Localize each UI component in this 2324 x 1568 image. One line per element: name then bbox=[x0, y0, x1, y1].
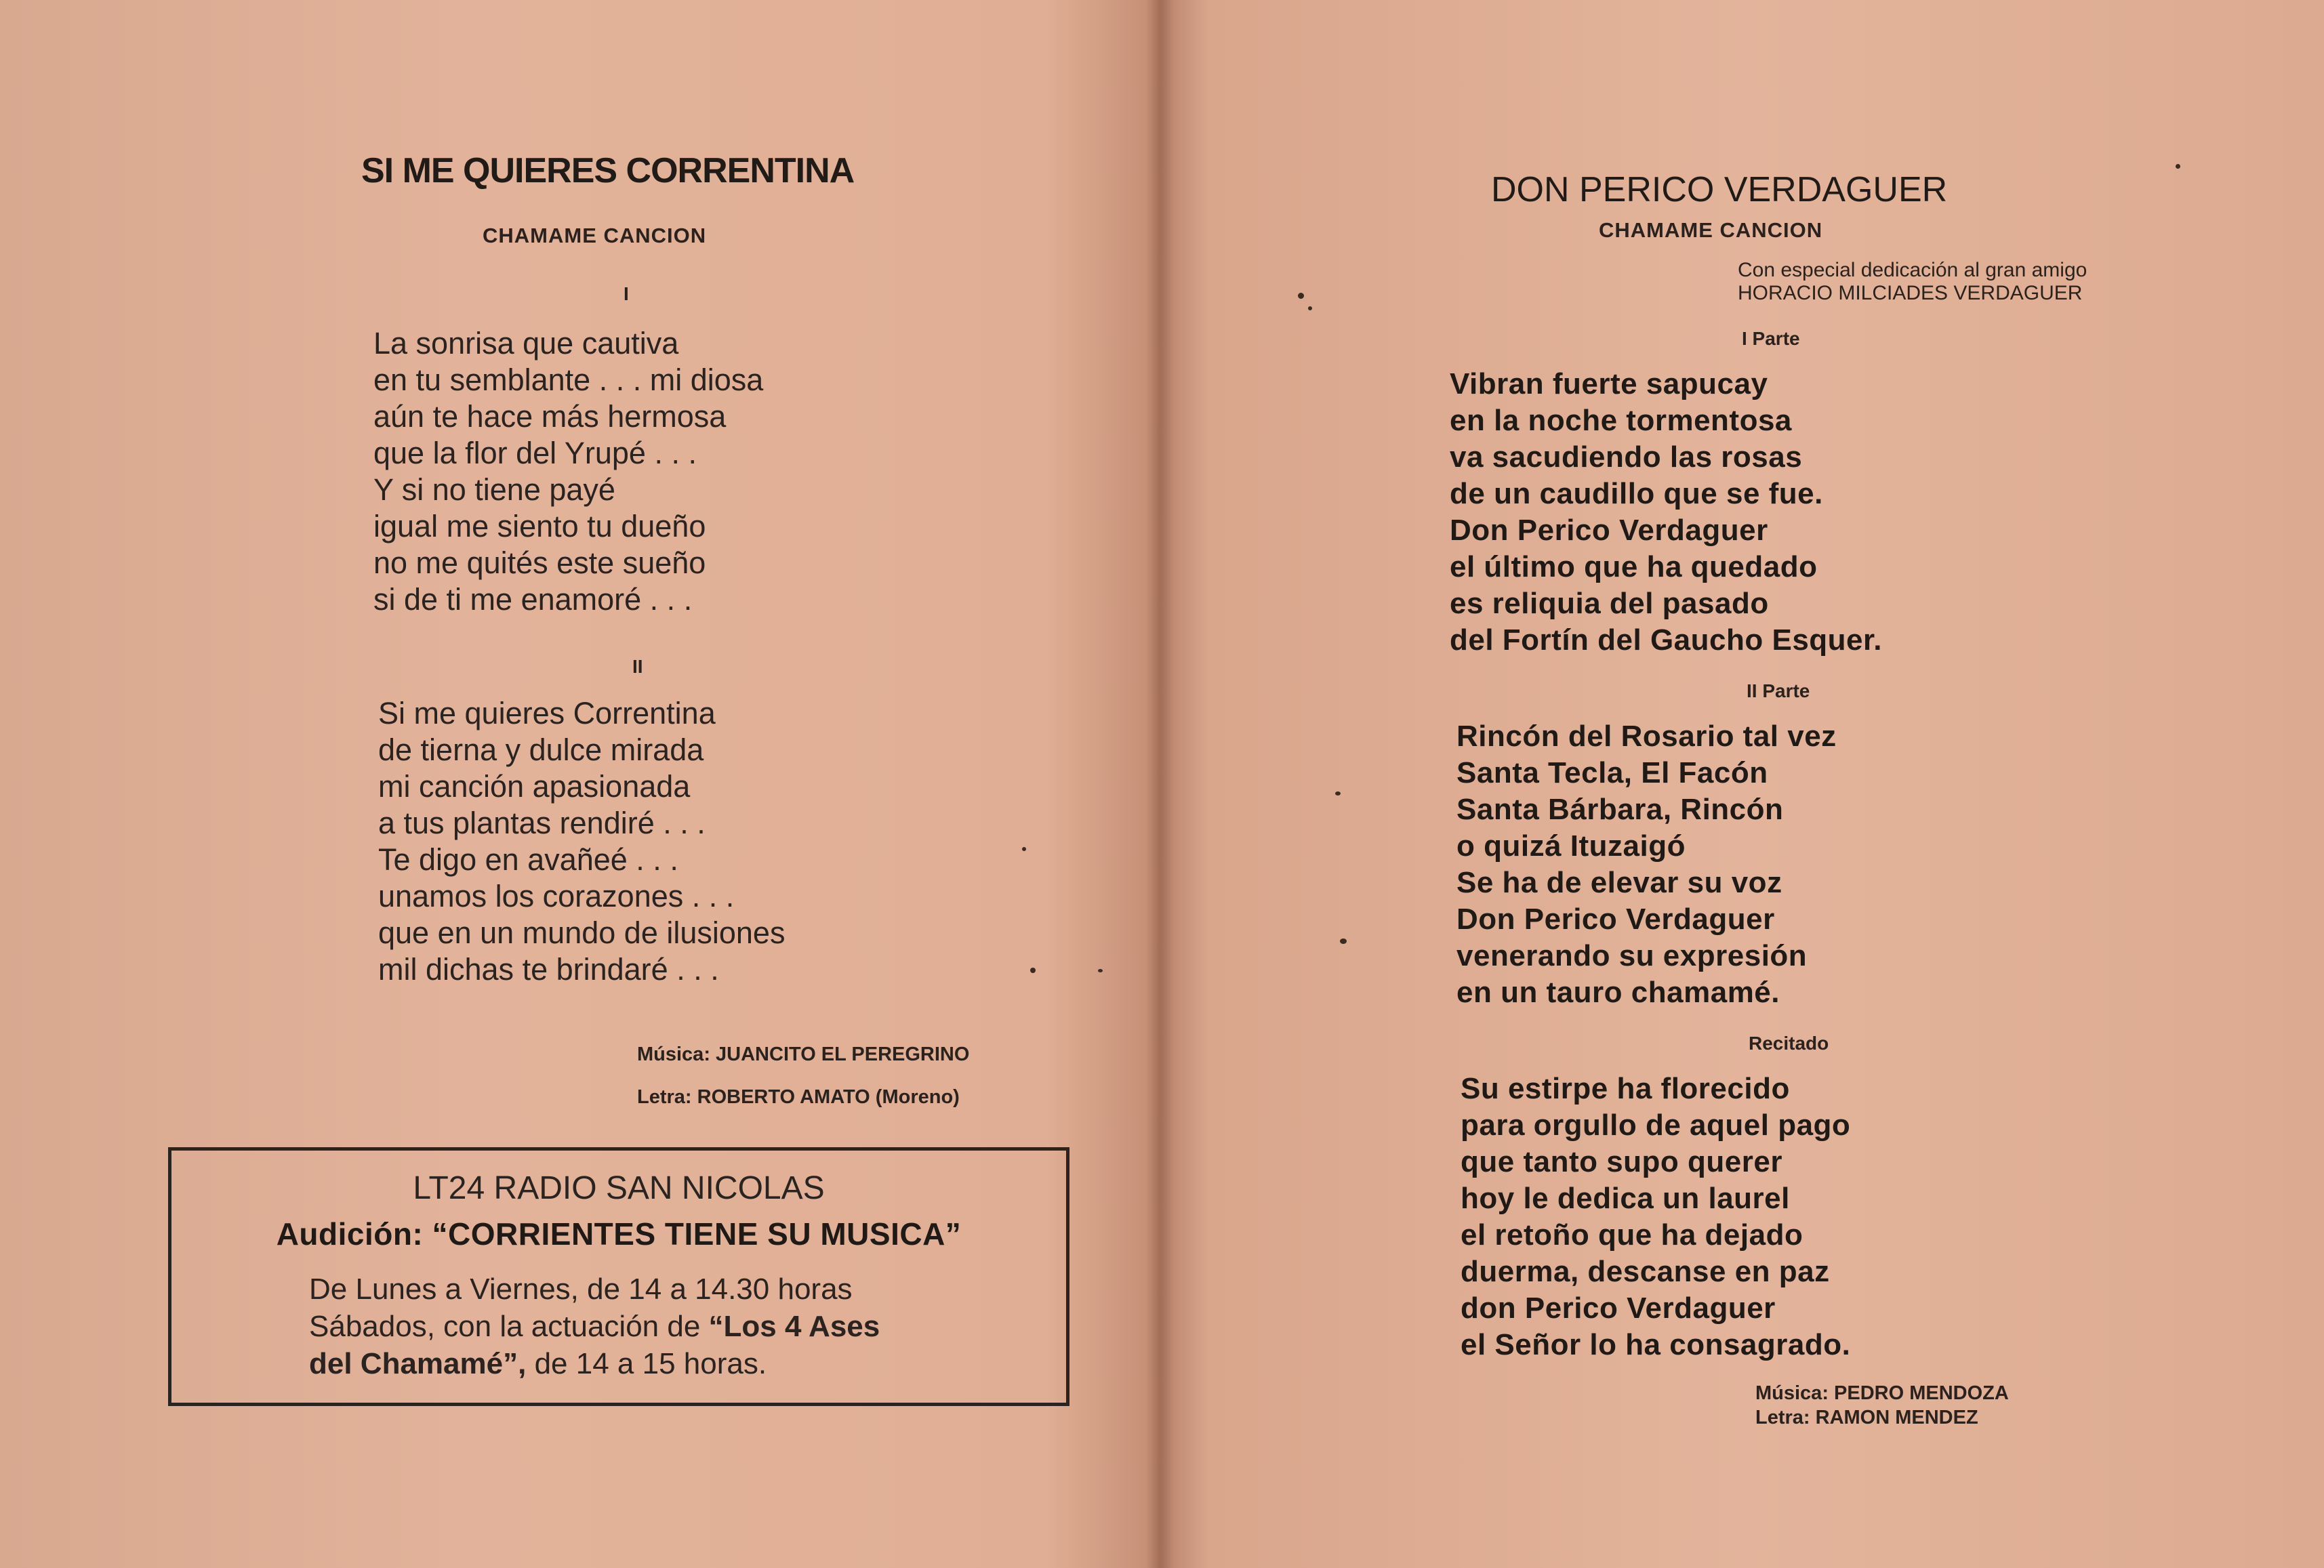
verse-line: Don Perico Verdaguer bbox=[1450, 514, 1768, 547]
verse-line: a tus plantas rendiré . . . bbox=[378, 806, 706, 840]
verse-number: I bbox=[624, 283, 629, 304]
credit-label: Música: bbox=[637, 1044, 710, 1065]
verse-line: venerando su expresión bbox=[1456, 939, 1808, 972]
verse-line: el Señor lo ha consagrado. bbox=[1461, 1328, 1851, 1361]
credit-value: PEDRO MENDOZA bbox=[1834, 1382, 2009, 1404]
verse-line: aún te hace más hermosa bbox=[373, 399, 727, 434]
credit-label: Música: bbox=[1755, 1382, 1829, 1404]
verse-block bbox=[1456, 718, 1837, 1011]
verse-line: de un caudillo que se fue. bbox=[1450, 477, 1823, 510]
verse-line: que la flor del Yrupé . . . bbox=[373, 436, 697, 470]
verse-line: duerma, descanse en paz bbox=[1461, 1255, 1830, 1288]
verse-line: Don Perico Verdaguer bbox=[1456, 903, 1775, 936]
verse-line: no me quités este sueño bbox=[373, 545, 706, 580]
song-title: SI ME QUIERES CORRENTINA bbox=[361, 151, 855, 190]
verse-line: Vibran fuerte sapucay bbox=[1450, 367, 1768, 400]
verse-line: es reliquia del pasado bbox=[1450, 587, 1769, 620]
song-title: DON PERICO VERDAGUER bbox=[1491, 170, 1948, 209]
verse-line: que en un mundo de ilusiones bbox=[378, 915, 786, 950]
ink-speck bbox=[1308, 306, 1312, 310]
verse-line: el último que ha quedado bbox=[1450, 550, 1818, 583]
verse-line: La sonrisa que cautiva bbox=[373, 326, 679, 360]
music-credit bbox=[1755, 1382, 2009, 1405]
right-page bbox=[1169, 0, 2324, 1568]
verse-line: don Perico Verdaguer bbox=[1461, 1292, 1776, 1325]
lyrics-credit bbox=[637, 1086, 960, 1109]
ad-schedule: De Lunes a Viernes, de 14 a 14.30 horas bbox=[309, 1273, 853, 1306]
verse-line: va sacudiendo las rosas bbox=[1450, 440, 1803, 474]
ink-speck bbox=[1298, 293, 1304, 299]
verse-line: mil dichas te brindaré . . . bbox=[378, 952, 719, 987]
verse-block bbox=[378, 695, 785, 988]
lyrics-credit bbox=[1755, 1407, 1978, 1429]
song-genre: CHAMAME CANCION bbox=[1599, 218, 1823, 242]
credit-value: JUANCITO EL PEREGRINO bbox=[716, 1044, 970, 1065]
verse-block bbox=[373, 325, 763, 618]
verse-line: o quizá Ituzaigó bbox=[1456, 829, 1686, 863]
ink-speck bbox=[2176, 164, 2180, 169]
verse-line: Su estirpe ha florecido bbox=[1461, 1072, 1790, 1105]
verse-line: de tierna y dulce mirada bbox=[378, 733, 704, 767]
dedication bbox=[1738, 259, 2087, 305]
dedication-line: HORACIO MILCIADES VERDAGUER bbox=[1738, 282, 2083, 304]
verse-block bbox=[1461, 1071, 1850, 1363]
verse-line: Si me quieres Correntina bbox=[378, 696, 716, 730]
verse-line: mi canción apasionada bbox=[378, 769, 691, 804]
credit-label: Letra: bbox=[1755, 1407, 1810, 1428]
dedication-line: Con especial dedicación al gran amigo bbox=[1738, 259, 2087, 281]
ad-saturday-suffix: de 14 a 15 horas. bbox=[534, 1347, 767, 1380]
radio-advertisement bbox=[168, 1147, 1069, 1406]
verse-line: Santa Tecla, El Facón bbox=[1456, 756, 1768, 789]
ink-speck bbox=[1340, 938, 1347, 944]
verse-line: Se ha de elevar su voz bbox=[1456, 866, 1782, 899]
verse-line: Te digo en avañeé . . . bbox=[378, 842, 678, 877]
verse-line: unamos los corazones . . . bbox=[378, 879, 735, 913]
credit-value: ROBERTO AMATO (Moreno) bbox=[697, 1086, 960, 1108]
music-credit bbox=[637, 1044, 969, 1066]
ad-group-name: del Chamamé”, bbox=[309, 1347, 527, 1380]
verse-line: en la noche tormentosa bbox=[1450, 404, 1792, 437]
verse-line: el retoño que ha dejado bbox=[1461, 1218, 1803, 1252]
verse-line: Santa Bárbara, Rincón bbox=[1456, 793, 1784, 826]
part-label: Recitado bbox=[1749, 1033, 1829, 1054]
left-page bbox=[0, 0, 1152, 1568]
ink-speck bbox=[1335, 791, 1341, 796]
verse-line: que tanto supo querer bbox=[1461, 1145, 1782, 1178]
verse-line: igual me siento tu dueño bbox=[373, 509, 706, 543]
part-label: I Parte bbox=[1742, 328, 1800, 349]
ad-saturday-prefix: Sábados, con la actuación de bbox=[309, 1310, 701, 1343]
ink-speck bbox=[1030, 968, 1036, 973]
verse-line: Rincón del Rosario tal vez bbox=[1456, 720, 1837, 753]
verse-line: si de ti me enamoré . . . bbox=[373, 582, 693, 617]
verse-line: del Fortín del Gaucho Esquer. bbox=[1450, 623, 1882, 657]
song-genre: CHAMAME CANCION bbox=[483, 224, 707, 247]
ad-saturday-line bbox=[309, 1310, 880, 1344]
verse-line: en tu semblante . . . mi diosa bbox=[373, 363, 764, 397]
verse-line: hoy le dedica un laurel bbox=[1461, 1182, 1790, 1215]
verse-line: para orgullo de aquel pago bbox=[1461, 1109, 1851, 1142]
credit-label: Letra: bbox=[637, 1086, 692, 1108]
ink-speck bbox=[1098, 969, 1103, 972]
credit-value: RAMON MENDEZ bbox=[1815, 1407, 1978, 1428]
part-label: II Parte bbox=[1747, 680, 1810, 701]
ink-speck bbox=[1022, 847, 1026, 851]
ad-group-name: “Los 4 Ases bbox=[708, 1310, 880, 1343]
ad-program: Audición: “CORRIENTES TIENE SU MUSICA” bbox=[276, 1216, 962, 1252]
ad-saturday-line-2 bbox=[309, 1347, 767, 1381]
verse-line: en un tauro chamamé. bbox=[1456, 976, 1780, 1009]
verse-number: II bbox=[632, 656, 643, 677]
verse-block bbox=[1450, 366, 1882, 659]
verse-line: Y si no tiene payé bbox=[373, 472, 615, 507]
ad-station: LT24 RADIO SAN NICOLAS bbox=[413, 1170, 825, 1206]
